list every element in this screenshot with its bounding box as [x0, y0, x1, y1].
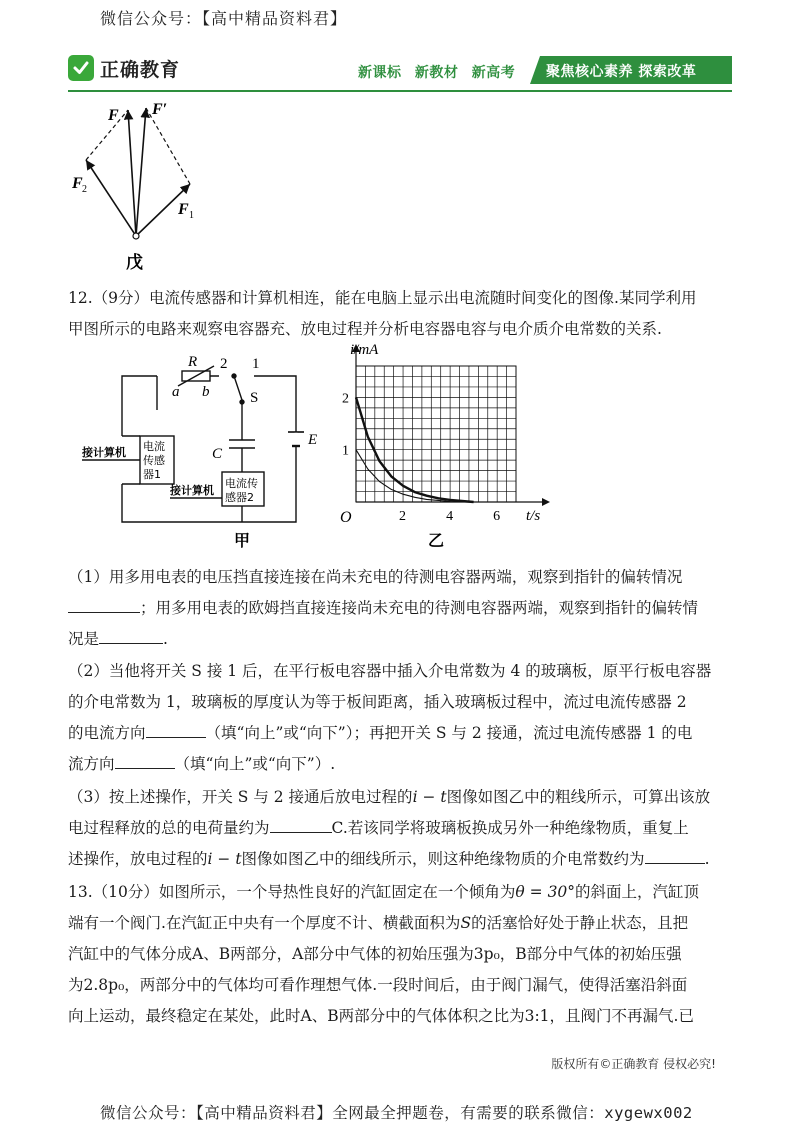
label-f1: F: [178, 201, 189, 218]
series-thin-line: [356, 450, 462, 502]
q12-sub1-line1: （1）用多用电表的电压挡直接连接在尚未充电的待测电容器两端，观察到指针的偏转情况: [68, 568, 683, 586]
sensor1-text: 器1: [143, 468, 161, 481]
q13-line3: 汽缸中的气体分成A、B两部分，A部分中气体的初始压强为3p₀，B部分中气体的初始压强: [68, 945, 682, 963]
q13-line1: [68, 881, 732, 903]
q13-text: 13.（10分）如图所示，一个导热性良好的汽缸固定在一个倾角为: [68, 883, 516, 901]
q12-sub3-line1: [68, 786, 732, 808]
checkmark-icon: [68, 55, 94, 81]
q12-sub1-line2-text: ；用多用电表的欧姆挡直接连接尚未充电的待测电容器两端，观察到指针的偏转情: [140, 599, 699, 617]
label-b: b: [202, 384, 210, 400]
q13-text: 的活塞恰好处于静止状态，且把: [471, 914, 689, 932]
q13-text: 端有一个阀门.在汽缸正中央有一个厚度不计、横截面积为: [68, 914, 461, 932]
y-tick-label: 1: [342, 443, 349, 459]
label-s: S: [250, 390, 259, 406]
q12-sub2-line2: 的介电常数为 1，玻璃板的厚度认为等于板间距离，插入玻璃板过程中，流过电流传感器 2: [68, 693, 687, 711]
header-tags: [358, 62, 523, 82]
q12-sub2-line4: [68, 753, 732, 775]
answer-blank[interactable]: [115, 753, 175, 769]
figure-caption-wu: 戊: [126, 253, 143, 273]
q12-sub2-line3: [68, 722, 732, 744]
tag-new-curriculum: 新课标: [358, 65, 402, 81]
origin-label: O: [340, 509, 352, 526]
i-t-graph: [330, 340, 560, 555]
theta-math: θ = 30°: [515, 883, 576, 901]
circuit-diagram: [82, 352, 322, 552]
bottom-notice-text: 微信公众号：【高中精品资料君】全网最全押题卷，有需要的联系微信：: [100, 1104, 605, 1122]
bottom-notice: [100, 1101, 693, 1123]
answer-blank[interactable]: [270, 817, 332, 833]
tag-new-textbook: 新教材: [414, 65, 459, 81]
q13-line4: 为2.8p₀，两部分中的气体均可看作理想气体.一段时间后，由于阀门漏气，使得活塞沿斜面: [68, 976, 688, 994]
sensor2-text: 电流传: [225, 477, 258, 490]
label-1: 1: [252, 356, 260, 372]
q13-line2: [68, 912, 732, 934]
header-divider: [68, 90, 732, 92]
q12-sub3-text: 图像如图乙中的粗线所示，可算出该放: [446, 788, 711, 806]
q12-sub3-line3: [68, 848, 732, 870]
period: .: [163, 630, 168, 648]
q12-intro-line2: 甲图所示的电路来观察电容器充、放电过程并分析电容器电容与电介质介电常数的关系.: [68, 320, 662, 338]
y-tick-label: 2: [342, 391, 349, 407]
label-f2-sub: 2: [82, 184, 87, 195]
i-t-math: i − t: [412, 788, 447, 806]
label-f1-sub: 1: [189, 210, 194, 221]
q12-sub3-text: 图像如图乙中的细线所示，则这种绝缘物质的介电常数约为: [241, 850, 645, 868]
label-f: F: [108, 107, 119, 124]
y-axis-label: i/mA: [350, 342, 379, 358]
q12-sub1-line3: [68, 628, 732, 650]
vector-f2: [86, 160, 136, 236]
origin-point: [133, 233, 139, 239]
q12-sub3-text: 电过程释放的总的电荷量约为: [68, 819, 270, 837]
x-tick-label: 4: [446, 509, 454, 524]
q12-sub1-line2: [68, 597, 732, 619]
label-f-prime: F′: [152, 101, 168, 118]
brand-name: 正确教育: [100, 58, 181, 81]
q12-sub3-text: C.若该同学将玻璃板换成另外一种绝缘物质，重复上: [331, 819, 689, 837]
answer-blank[interactable]: [645, 848, 705, 864]
q12-intro-line1: 12.（9分）电流传感器和计算机相连，能在电脑上显示出电流随时间变化的图像.某同学利用: [68, 289, 697, 307]
x-tick-label: 2: [399, 509, 407, 524]
wechat-id: xygewx002: [604, 1104, 693, 1122]
x-axis-arrow: [542, 498, 550, 506]
force-diagram: [68, 96, 218, 276]
q12-sub2-line3-text2: （填“向上”或“向下”）；再把开关 S 与 2 接通，流过电流传感器 1 的电: [205, 724, 693, 742]
label-c: C: [212, 446, 223, 462]
q12-sub2-line4-text: 流方向: [68, 755, 115, 773]
q12-sub2-line3-text: 的电流方向: [68, 724, 146, 742]
to-computer-2: 接计算机: [170, 484, 214, 497]
to-computer-1: 接计算机: [82, 446, 126, 459]
dashed-line: [86, 110, 128, 160]
answer-blank[interactable]: [146, 722, 206, 738]
q12-sub3-line2: [68, 817, 732, 839]
q13-line5: 向上运动，最终稳定在某处，此时A、B两部分中的气体体积之比为3:1，且阀门不再漏气.已: [68, 1007, 694, 1025]
q12-sub2-line1: （2）当他将开关 S 接 1 后，在平行板电容器中插入介电常数为 4 的玻璃板，原平行板电容器: [68, 662, 712, 680]
sensor2-text: 感器2: [225, 491, 254, 504]
vector-f-prime: [136, 108, 146, 236]
q12-sub2-line4-text2: （填“向上”或“向下”）.: [174, 755, 336, 773]
s-math: S: [460, 914, 472, 932]
period: .: [704, 850, 710, 868]
vector-f: [128, 110, 136, 236]
q12-sub3-text: （3）按上述操作，开关 S 与 2 接通后放电过程的: [68, 788, 413, 806]
top-notice: 微信公众号：【高中精品资料君】: [100, 9, 348, 28]
sensor1-text: 传感: [143, 454, 165, 467]
slogan-text: 聚焦核心素养 探索改革: [546, 64, 697, 80]
tag-new-exam: 新高考: [471, 65, 516, 81]
label-2: 2: [220, 356, 228, 372]
answer-blank[interactable]: [99, 628, 163, 644]
graph-caption: 乙: [428, 531, 445, 550]
copyright-notice: 版权所有©正确教育 侵权必究!: [551, 1057, 716, 1071]
label-a: a: [172, 384, 180, 400]
dashed-line: [146, 108, 190, 184]
i-t-math: i − t: [207, 850, 242, 868]
label-f2: F: [72, 175, 83, 192]
q12-sub1-line3-text: 况是: [68, 630, 100, 648]
x-axis-label: t/s: [526, 508, 541, 524]
q13-text: 的斜面上，汽缸顶: [575, 883, 700, 901]
x-tick-label: 6: [493, 509, 501, 524]
circuit-caption: 甲: [234, 531, 251, 550]
label-r: R: [188, 354, 198, 370]
answer-blank[interactable]: [68, 597, 140, 613]
label-e: E: [308, 432, 318, 448]
q12-sub3-text: 述操作，放电过程的: [68, 850, 208, 868]
sensor1-text: 电流: [143, 440, 165, 453]
brand: [68, 52, 180, 84]
